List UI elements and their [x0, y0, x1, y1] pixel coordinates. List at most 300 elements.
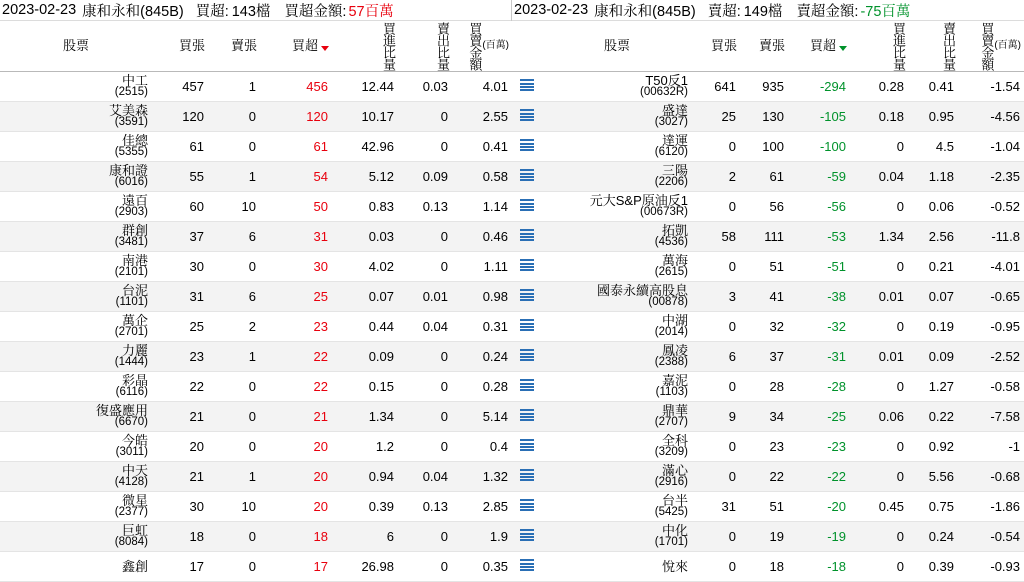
buy-col-buy-ratio[interactable]: 買進比量	[332, 21, 398, 72]
row-stock-name[interactable]: 中工 (2515)	[0, 72, 152, 102]
row-stock-name[interactable]: 力麗 (1444)	[0, 342, 152, 372]
row-stock-name[interactable]: 元大S&P原油反1 (00673R)	[542, 192, 692, 222]
sort-descending-icon	[321, 46, 329, 51]
row-sell-ratio: 0	[398, 432, 452, 462]
table-row[interactable]	[512, 192, 1024, 222]
row-sell-ratio: 0.21	[908, 252, 958, 282]
row-sell-ratio: 0.92	[908, 432, 958, 462]
row-net-lots: -20	[788, 492, 850, 522]
row-sell-ratio: 0.24	[908, 522, 958, 552]
list-icon[interactable]	[520, 259, 534, 271]
row-buy-lots: 0	[692, 462, 740, 492]
row-buy-ratio: 0.39	[332, 492, 398, 522]
table-row[interactable]	[0, 492, 512, 522]
table-row[interactable]	[512, 222, 1024, 252]
row-amount: -4.56	[958, 102, 1024, 132]
row-net-lots: -22	[788, 462, 850, 492]
list-icon[interactable]	[520, 499, 534, 511]
row-stock-name[interactable]: 三陽 (2206)	[542, 162, 692, 192]
row-net-lots: -31	[788, 342, 850, 372]
table-row[interactable]	[0, 72, 512, 102]
row-buy-lots: 55	[152, 162, 208, 192]
buy-col-buy[interactable]: 買張	[152, 21, 208, 72]
list-icon[interactable]	[520, 409, 534, 421]
row-net-lots: 23	[260, 312, 332, 342]
table-row[interactable]	[0, 522, 512, 552]
row-stock-name[interactable]: 遠百 (2903)	[0, 192, 152, 222]
sell-col-amount[interactable]: 買賣金額 (百萬)	[958, 21, 1024, 72]
row-buy-lots: 457	[152, 72, 208, 102]
row-sell-lots: 1	[208, 72, 260, 102]
buy-col-name[interactable]: 股票	[0, 21, 152, 72]
row-buy-ratio: 4.02	[332, 252, 398, 282]
row-stock-name[interactable]: 達運 (6120)	[542, 132, 692, 162]
row-net-lots: 21	[260, 402, 332, 432]
sell-count-value: 149檔	[743, 3, 783, 20]
list-icon[interactable]	[520, 169, 534, 181]
row-buy-lots: 0	[692, 552, 740, 582]
row-net-lots: -23	[788, 432, 850, 462]
row-amount: 1.14	[452, 192, 512, 222]
row-buy-lots: 58	[692, 222, 740, 252]
buy-col-sell-ratio[interactable]: 賣出比量	[398, 21, 452, 72]
row-sell-ratio: 0.07	[908, 282, 958, 312]
row-amount: 1.11	[452, 252, 512, 282]
sell-col-buy-ratio[interactable]: 買進比量	[850, 21, 908, 72]
row-sell-ratio: 0.01	[398, 282, 452, 312]
sell-table-header-row	[512, 21, 1024, 72]
row-sell-lots: 2	[208, 312, 260, 342]
table-row[interactable]	[512, 432, 1024, 462]
row-net-lots: 20	[260, 462, 332, 492]
row-buy-ratio: 0	[850, 372, 908, 402]
row-net-lots: 20	[260, 432, 332, 462]
sell-col-name[interactable]: 股票	[542, 21, 692, 72]
row-buy-ratio: 10.17	[332, 102, 398, 132]
row-sell-lots: 111	[740, 222, 788, 252]
row-list-icon-cell[interactable]	[512, 522, 542, 552]
table-row[interactable]	[512, 162, 1024, 192]
row-list-icon-cell[interactable]	[512, 102, 542, 132]
table-row[interactable]	[512, 252, 1024, 282]
row-sell-lots: 19	[740, 522, 788, 552]
row-buy-ratio: 0.45	[850, 492, 908, 522]
row-sell-lots: 0	[208, 402, 260, 432]
row-list-icon-cell[interactable]	[512, 252, 542, 282]
row-buy-lots: 31	[692, 492, 740, 522]
table-row[interactable]	[0, 162, 512, 192]
row-sell-lots: 0	[208, 102, 260, 132]
row-sell-lots: 56	[740, 192, 788, 222]
list-icon[interactable]	[520, 139, 534, 151]
row-sell-ratio: 0.75	[908, 492, 958, 522]
row-buy-lots: 0	[692, 522, 740, 552]
row-net-lots: -53	[788, 222, 850, 252]
list-icon[interactable]	[520, 229, 534, 241]
row-buy-lots: 37	[152, 222, 208, 252]
row-stock-name[interactable]: 艾美森 (3591)	[0, 102, 152, 132]
row-buy-ratio: 0	[850, 192, 908, 222]
row-stock-name[interactable]: 國泰永續高股息 (00878)	[542, 282, 692, 312]
sell-col-net[interactable]: 買超	[788, 21, 850, 72]
table-row[interactable]	[512, 312, 1024, 342]
row-amount: -2.35	[958, 162, 1024, 192]
row-list-icon-cell[interactable]	[512, 402, 542, 432]
row-stock-name[interactable]: 微星 (2377)	[0, 492, 152, 522]
row-net-lots: 17	[260, 552, 332, 582]
sell-col-icon	[512, 21, 542, 72]
row-buy-ratio: 1.34	[332, 402, 398, 432]
row-sell-ratio: 0.04	[398, 312, 452, 342]
row-sell-lots: 0	[208, 252, 260, 282]
list-icon[interactable]	[520, 469, 534, 481]
row-stock-name[interactable]: T50反1 (00632R)	[542, 72, 692, 102]
buy-col-amount[interactable]: 買賣金額 (百萬)	[452, 21, 512, 72]
row-net-lots: -105	[788, 102, 850, 132]
table-row[interactable]	[0, 372, 512, 402]
buy-col-net[interactable]: 買超	[260, 21, 332, 72]
list-icon[interactable]	[520, 559, 534, 571]
buy-col-sell[interactable]: 賣張	[208, 21, 260, 72]
row-buy-ratio: 26.98	[332, 552, 398, 582]
row-buy-lots: 60	[152, 192, 208, 222]
table-row[interactable]	[0, 432, 512, 462]
row-sell-ratio: 5.56	[908, 462, 958, 492]
row-sell-ratio: 0.09	[398, 162, 452, 192]
row-amount: 0.28	[452, 372, 512, 402]
row-sell-lots: 0	[208, 552, 260, 582]
row-amount: 0.24	[452, 342, 512, 372]
row-sell-lots: 0	[208, 522, 260, 552]
row-stock-name[interactable]: 中湖 (2014)	[542, 312, 692, 342]
row-stock-name[interactable]: 鳳凌 (2388)	[542, 342, 692, 372]
row-sell-ratio: 0	[398, 402, 452, 432]
table-row[interactable]	[0, 282, 512, 312]
buy-table-body	[0, 72, 512, 582]
row-amount: 0.98	[452, 282, 512, 312]
buy-header-date: 2023-02-23	[2, 2, 77, 18]
row-stock-name[interactable]: 南港 (2101)	[0, 252, 152, 282]
row-sell-lots: 22	[740, 462, 788, 492]
row-buy-lots: 0	[692, 192, 740, 222]
table-row[interactable]	[512, 522, 1024, 552]
row-list-icon-cell[interactable]	[512, 432, 542, 462]
row-list-icon-cell[interactable]	[512, 282, 542, 312]
row-sell-ratio: 0	[398, 552, 452, 582]
row-sell-lots: 6	[208, 222, 260, 252]
table-row[interactable]	[0, 342, 512, 372]
row-amount: -1	[958, 432, 1024, 462]
buy-count-label: 買超:	[195, 3, 229, 20]
row-amount: -0.95	[958, 312, 1024, 342]
row-buy-ratio: 0.07	[332, 282, 398, 312]
buy-panel-header	[0, 0, 511, 21]
row-buy-ratio: 0.94	[332, 462, 398, 492]
row-buy-lots: 22	[152, 372, 208, 402]
table-row[interactable]	[512, 492, 1024, 522]
row-list-icon-cell[interactable]	[512, 492, 542, 522]
list-icon[interactable]	[520, 439, 534, 451]
row-buy-ratio: 1.2	[332, 432, 398, 462]
row-amount: -4.01	[958, 252, 1024, 282]
row-buy-ratio: 0	[850, 312, 908, 342]
row-buy-ratio: 0.01	[850, 342, 908, 372]
row-stock-name[interactable]: 中天 (4128)	[0, 462, 152, 492]
row-net-lots: 61	[260, 132, 332, 162]
row-buy-ratio: 0	[850, 462, 908, 492]
sell-col-buy[interactable]: 買張	[692, 21, 740, 72]
row-stock-name[interactable]: 嘉泥 (1103)	[542, 372, 692, 402]
row-buy-ratio: 0.04	[850, 162, 908, 192]
table-row[interactable]	[0, 402, 512, 432]
row-buy-ratio: 1.34	[850, 222, 908, 252]
table-row[interactable]	[512, 552, 1024, 582]
row-sell-lots: 51	[740, 252, 788, 282]
row-buy-lots: 9	[692, 402, 740, 432]
row-buy-lots: 31	[152, 282, 208, 312]
row-stock-name[interactable]: 今皓 (3011)	[0, 432, 152, 462]
row-list-icon-cell[interactable]	[512, 192, 542, 222]
row-amount: 0.31	[452, 312, 512, 342]
buy-table-header-row	[0, 21, 512, 72]
row-list-icon-cell[interactable]	[512, 552, 542, 582]
row-net-lots: 20	[260, 492, 332, 522]
row-sell-ratio: 0.03	[398, 72, 452, 102]
list-icon[interactable]	[520, 199, 534, 211]
row-amount: 0.58	[452, 162, 512, 192]
buy-count-value: 143檔	[231, 3, 271, 20]
row-sell-lots: 6	[208, 282, 260, 312]
row-sell-ratio: 0.22	[908, 402, 958, 432]
row-stock-name[interactable]: 萬海 (2615)	[542, 252, 692, 282]
row-buy-ratio: 5.12	[332, 162, 398, 192]
row-sell-lots: 1	[208, 162, 260, 192]
row-buy-lots: 21	[152, 402, 208, 432]
row-buy-lots: 21	[152, 462, 208, 492]
row-stock-name[interactable]: 中化 (1701)	[542, 522, 692, 552]
row-list-icon-cell[interactable]	[512, 372, 542, 402]
list-icon[interactable]	[520, 289, 534, 301]
row-list-icon-cell[interactable]	[512, 342, 542, 372]
row-sell-ratio: 0.09	[908, 342, 958, 372]
row-buy-lots: 20	[152, 432, 208, 462]
row-stock-name[interactable]: 全科 (3209)	[542, 432, 692, 462]
row-buy-ratio: 0.18	[850, 102, 908, 132]
row-sell-ratio: 1.18	[908, 162, 958, 192]
row-buy-ratio: 0.83	[332, 192, 398, 222]
row-buy-lots: 0	[692, 252, 740, 282]
row-sell-lots: 1	[208, 342, 260, 372]
row-sell-ratio: 0.19	[908, 312, 958, 342]
row-stock-name[interactable]: 復盛應用 (6670)	[0, 402, 152, 432]
row-sell-lots: 130	[740, 102, 788, 132]
table-row[interactable]	[0, 252, 512, 282]
list-icon[interactable]	[520, 349, 534, 361]
row-net-lots: -19	[788, 522, 850, 552]
row-sell-lots: 100	[740, 132, 788, 162]
row-buy-lots: 2	[692, 162, 740, 192]
table-row[interactable]	[512, 462, 1024, 492]
row-sell-lots: 51	[740, 492, 788, 522]
row-net-lots: 54	[260, 162, 332, 192]
row-buy-lots: 25	[152, 312, 208, 342]
row-buy-lots: 18	[152, 522, 208, 552]
row-stock-name[interactable]: 彩晶 (6116)	[0, 372, 152, 402]
row-stock-name[interactable]: 巨虹 (8084)	[0, 522, 152, 552]
row-sell-lots: 10	[208, 492, 260, 522]
row-amount: 2.85	[452, 492, 512, 522]
row-net-lots: -51	[788, 252, 850, 282]
row-sell-ratio: 0	[398, 132, 452, 162]
row-buy-ratio: 0	[850, 432, 908, 462]
row-net-lots: -28	[788, 372, 850, 402]
row-buy-lots: 120	[152, 102, 208, 132]
row-net-lots: 18	[260, 522, 332, 552]
row-buy-lots: 30	[152, 252, 208, 282]
list-icon[interactable]	[520, 529, 534, 541]
row-stock-name[interactable]: 鼎華 (2707)	[542, 402, 692, 432]
row-net-lots: -32	[788, 312, 850, 342]
row-amount: 2.55	[452, 102, 512, 132]
row-amount: -0.52	[958, 192, 1024, 222]
row-list-icon-cell[interactable]	[512, 132, 542, 162]
row-sell-lots: 18	[740, 552, 788, 582]
row-stock-name[interactable]: 佳總 (5355)	[0, 132, 152, 162]
sell-table-body	[512, 72, 1024, 582]
row-net-lots: 25	[260, 282, 332, 312]
row-stock-name[interactable]: 台泥 (1101)	[0, 282, 152, 312]
row-buy-ratio: 0.03	[332, 222, 398, 252]
table-row[interactable]	[0, 312, 512, 342]
row-list-icon-cell[interactable]	[512, 462, 542, 492]
table-row[interactable]	[512, 402, 1024, 432]
row-amount: 0.4	[452, 432, 512, 462]
row-sell-ratio: 0.41	[908, 72, 958, 102]
sell-col-sell[interactable]: 賣張	[740, 21, 788, 72]
row-buy-lots: 17	[152, 552, 208, 582]
row-sell-ratio: 2.56	[908, 222, 958, 252]
row-buy-ratio: 42.96	[332, 132, 398, 162]
list-icon[interactable]	[520, 379, 534, 391]
buy-amount-label: 買超金額:	[284, 3, 347, 20]
row-stock-name[interactable]: 鑫創	[0, 552, 152, 582]
row-sell-lots: 34	[740, 402, 788, 432]
row-net-lots: 50	[260, 192, 332, 222]
row-sell-lots: 28	[740, 372, 788, 402]
row-buy-lots: 25	[692, 102, 740, 132]
row-sell-ratio: 0	[398, 102, 452, 132]
table-row[interactable]	[512, 132, 1024, 162]
buy-panel	[0, 0, 512, 574]
row-net-lots: 31	[260, 222, 332, 252]
row-stock-name[interactable]: 悅來	[542, 552, 692, 582]
row-net-lots: -56	[788, 192, 850, 222]
row-stock-name[interactable]: 康和證 (6016)	[0, 162, 152, 192]
table-row[interactable]	[0, 102, 512, 132]
row-net-lots: -294	[788, 72, 850, 102]
row-buy-ratio: 0	[850, 522, 908, 552]
list-icon[interactable]	[520, 109, 534, 121]
row-buy-ratio: 0.09	[332, 342, 398, 372]
row-buy-lots: 30	[152, 492, 208, 522]
row-sell-ratio: 0	[398, 252, 452, 282]
row-sell-ratio: 1.27	[908, 372, 958, 402]
row-net-lots: 30	[260, 252, 332, 282]
row-buy-ratio: 0.28	[850, 72, 908, 102]
list-icon[interactable]	[520, 79, 534, 91]
table-row[interactable]	[0, 192, 512, 222]
table-row[interactable]	[0, 552, 512, 582]
row-amount: 1.32	[452, 462, 512, 492]
table-row[interactable]	[0, 222, 512, 252]
row-sell-lots: 41	[740, 282, 788, 312]
row-stock-name[interactable]: 台半 (5425)	[542, 492, 692, 522]
row-stock-name[interactable]: 盛達 (3027)	[542, 102, 692, 132]
row-list-icon-cell[interactable]	[512, 312, 542, 342]
table-row[interactable]	[0, 462, 512, 492]
row-sell-ratio: 0.06	[908, 192, 958, 222]
row-sell-lots: 0	[208, 372, 260, 402]
table-row[interactable]	[512, 282, 1024, 312]
row-net-lots: -38	[788, 282, 850, 312]
table-row[interactable]	[512, 102, 1024, 132]
sell-header-broker: 康和永和(845B)	[594, 3, 696, 20]
row-amount: -7.58	[958, 402, 1024, 432]
row-net-lots: 120	[260, 102, 332, 132]
sell-panel-header	[512, 0, 1024, 21]
row-buy-ratio: 0.44	[332, 312, 398, 342]
table-row[interactable]	[512, 372, 1024, 402]
table-row[interactable]	[512, 72, 1024, 102]
row-sell-ratio: 0	[398, 222, 452, 252]
row-sell-lots: 37	[740, 342, 788, 372]
table-row[interactable]	[0, 132, 512, 162]
row-list-icon-cell[interactable]	[512, 222, 542, 252]
row-list-icon-cell[interactable]	[512, 72, 542, 102]
row-sell-ratio: 0.04	[398, 462, 452, 492]
row-sell-ratio: 4.5	[908, 132, 958, 162]
row-buy-lots: 641	[692, 72, 740, 102]
row-buy-ratio: 0.15	[332, 372, 398, 402]
row-amount: 1.9	[452, 522, 512, 552]
row-buy-ratio: 0.01	[850, 282, 908, 312]
row-buy-ratio: 0	[850, 552, 908, 582]
row-stock-name[interactable]: 群創 (3481)	[0, 222, 152, 252]
row-amount: -2.52	[958, 342, 1024, 372]
list-icon[interactable]	[520, 319, 534, 331]
row-sell-ratio: 0.39	[908, 552, 958, 582]
sell-panel	[512, 0, 1024, 574]
row-stock-name[interactable]: 拓凱 (4536)	[542, 222, 692, 252]
row-buy-lots: 61	[152, 132, 208, 162]
row-stock-name[interactable]: 萬企 (2701)	[0, 312, 152, 342]
table-row[interactable]	[512, 342, 1024, 372]
row-buy-ratio: 0	[850, 132, 908, 162]
row-buy-lots: 23	[152, 342, 208, 372]
row-buy-lots: 0	[692, 372, 740, 402]
row-sell-ratio: 0.13	[398, 492, 452, 522]
row-net-lots: -25	[788, 402, 850, 432]
row-list-icon-cell[interactable]	[512, 162, 542, 192]
row-stock-name[interactable]: 滿心 (2916)	[542, 462, 692, 492]
sort-ascending-icon	[839, 46, 847, 51]
row-amount: 0.35	[452, 552, 512, 582]
row-sell-ratio: 0.95	[908, 102, 958, 132]
row-amount: -11.8	[958, 222, 1024, 252]
sell-col-sell-ratio[interactable]: 賣出比量	[908, 21, 958, 72]
row-amount: -0.93	[958, 552, 1024, 582]
row-amount: -1.04	[958, 132, 1024, 162]
